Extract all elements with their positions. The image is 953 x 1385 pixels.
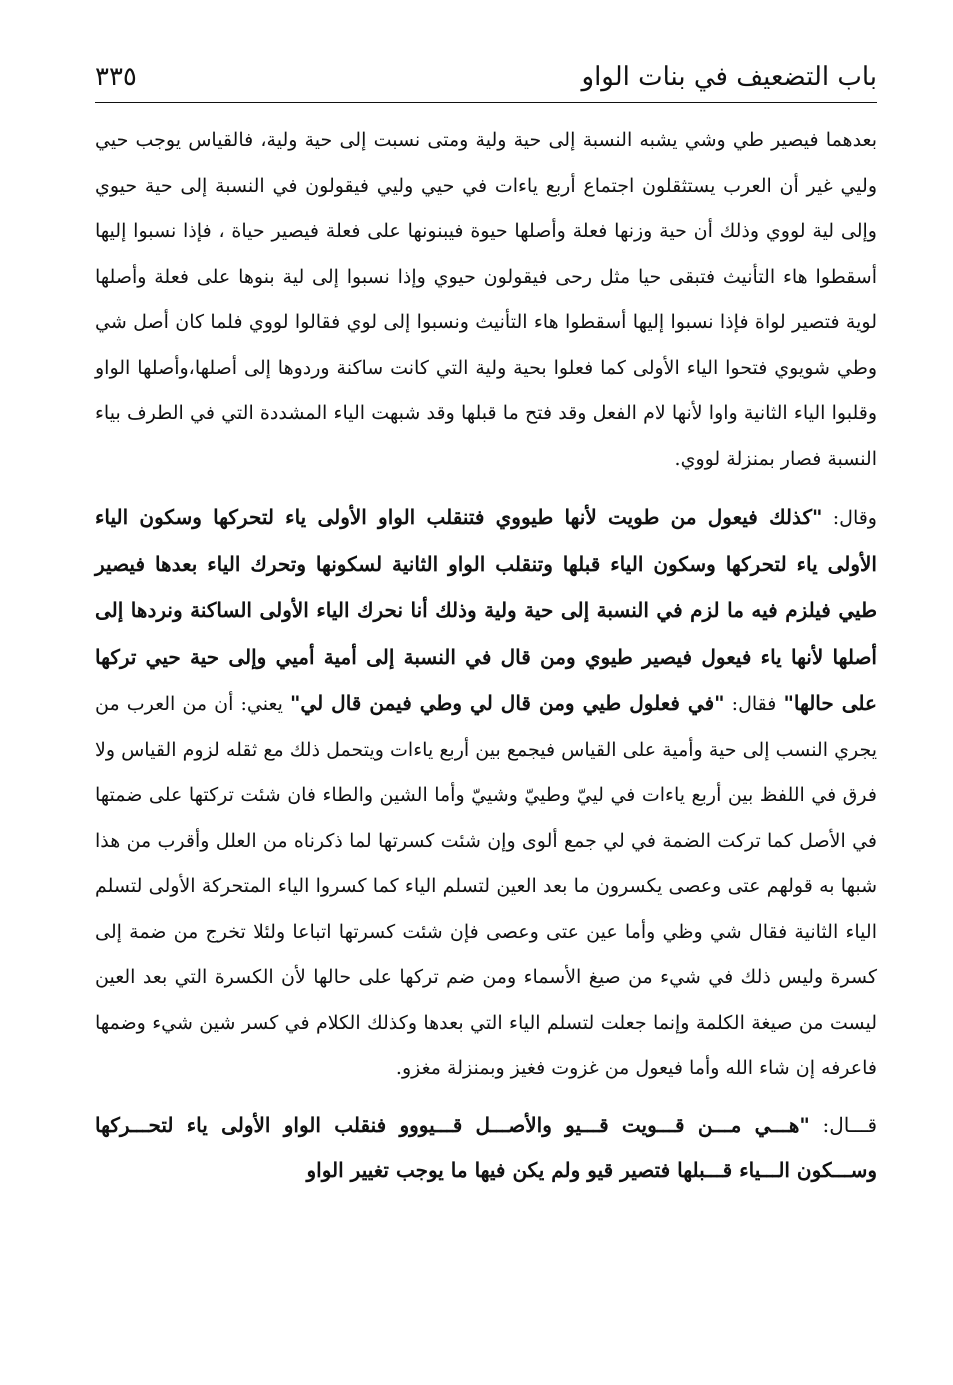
paragraph-3 bbox=[95, 1103, 877, 1193]
running-title: باب التضعيف في بنات الواو bbox=[581, 62, 877, 92]
paragraph-2-quote-1: "كذلك فيعول من طويت لأنها طيووي فتنقلب الواو الأولى ياء لتحركها وسكون الياء الأولى ياء لتحركها وسكون الياء قبلها وتنقلب الواو الثانية لسكونها وتحرك الياء بعدها فيصير طيي فيلزم فيه ما لزم في النسبة إلى حية ولية وذلك أنا نحرك الياء الأولى الساكنة ونردها إلى أصلها لأنها ياء فيعول فيصير طيوي ومن قال في النسبة إلى أمية أميي وإلى حية حيي تركها على حالها" bbox=[95, 505, 877, 715]
page-body bbox=[95, 118, 877, 1193]
paragraph-2-commentary: يعني: أن من العرب من يجري النسب إلى حية وأمية على القياس فيجمع بين أربع ياءات ويتحمل ذلك مع ثقله لزوم القياس ولا فرق في اللفظ بين أربع ياءات في لييّ وطييّ وشييّ وأما الشين والطاء فان شئت تركتها على ضمتها في الأصل كما تركت الضمة في لي جمع ألوى وإن شئت كسرتها لما ذكرناه من العلل وأقرب من هذا شبها به قولهم عتى وعصى يكسرون ما بعد العين لتسلم الياء كما كسروا الياء المتحركة الأولى لتسلم الياء الثانية فقال شي وظي وأما عين عتى وعصى فإن شئت كسرتها اتباعا ولئلا تخرج من ضمة إلى كسرة وليس ذلك في شيء من صيغ الأسماء ومن ضم تركها على حالها لأن الكسرة التي بعد العين ليست من صيغة الكلمة وإنما جعلت لتسلم الياء التي بعدها وكذلك الكلام في كسر شين شيء وضمها فاعرفه إن شاء الله وأما فيعول من غزوت فغيز وبمنزلة مغزو. bbox=[95, 693, 877, 1079]
paragraph-1: بعدهما فيصير طي وشي يشبه النسبة إلى حية ولية ومتى نسبت إلى حية ولية، فالقياس يوجب حيي وليي غير أن العرب يستثقلون اجتماع أربع ياءات في حيي وليي فيقولون في النسبة إلى حية حيوي وإلى لية لووي وذلك أن حية وزنها فعلة وأصلها حيوة فيبنونها على فعلة فيصير حياة ، فإذا نسبوا إليها أسقطوا هاء التأنيث فتبقى حيا مثل رحى فيقولون حيوي وإذا نسبوا إلى لية بنوها على فعلة وأصلها لوية فتصير لواة فإذا نسبوا إليها أسقطوا هاء التأنيث ونسبوا إلى لوي فقالوا لووي فلما كان أصل شي وطي شويوي فتحوا الياء الأولى كما فعلوا بحية ولية التي كانت ساكنة وردوها إلى أصلها،وأصلها الواو وقلبوا الياء الثانية واوا لأنها لام الفعل وقد فتح ما قبلها وقد شبهت الياء المشددة التي في الطرف بياء النسبة فصار بمنزلة لووي. bbox=[95, 129, 877, 470]
page-number: ٣٣٥ bbox=[95, 62, 137, 92]
page-header bbox=[95, 52, 877, 103]
paragraph-2-intro: وقال: bbox=[822, 507, 877, 529]
paragraph-3-quote: "هـــي مـــن قـــويت قـــيو والأصـــل قـــيووو فنقلب الواو الأولى ياء لتحـــركها وســـكون الـــياء قـــبلها فتصير قيو ولم يكن فيها ما يوجب تغيير الواو bbox=[95, 1112, 877, 1182]
paragraph-2 bbox=[95, 495, 877, 1092]
paragraph-2-quote-2: "في فعلول طيي ومن قال لي وطي فيمن قال لي" bbox=[289, 691, 725, 715]
paragraph-3-intro: قـــال: bbox=[809, 1112, 878, 1137]
paragraph-2-said: فقال: bbox=[724, 693, 784, 715]
